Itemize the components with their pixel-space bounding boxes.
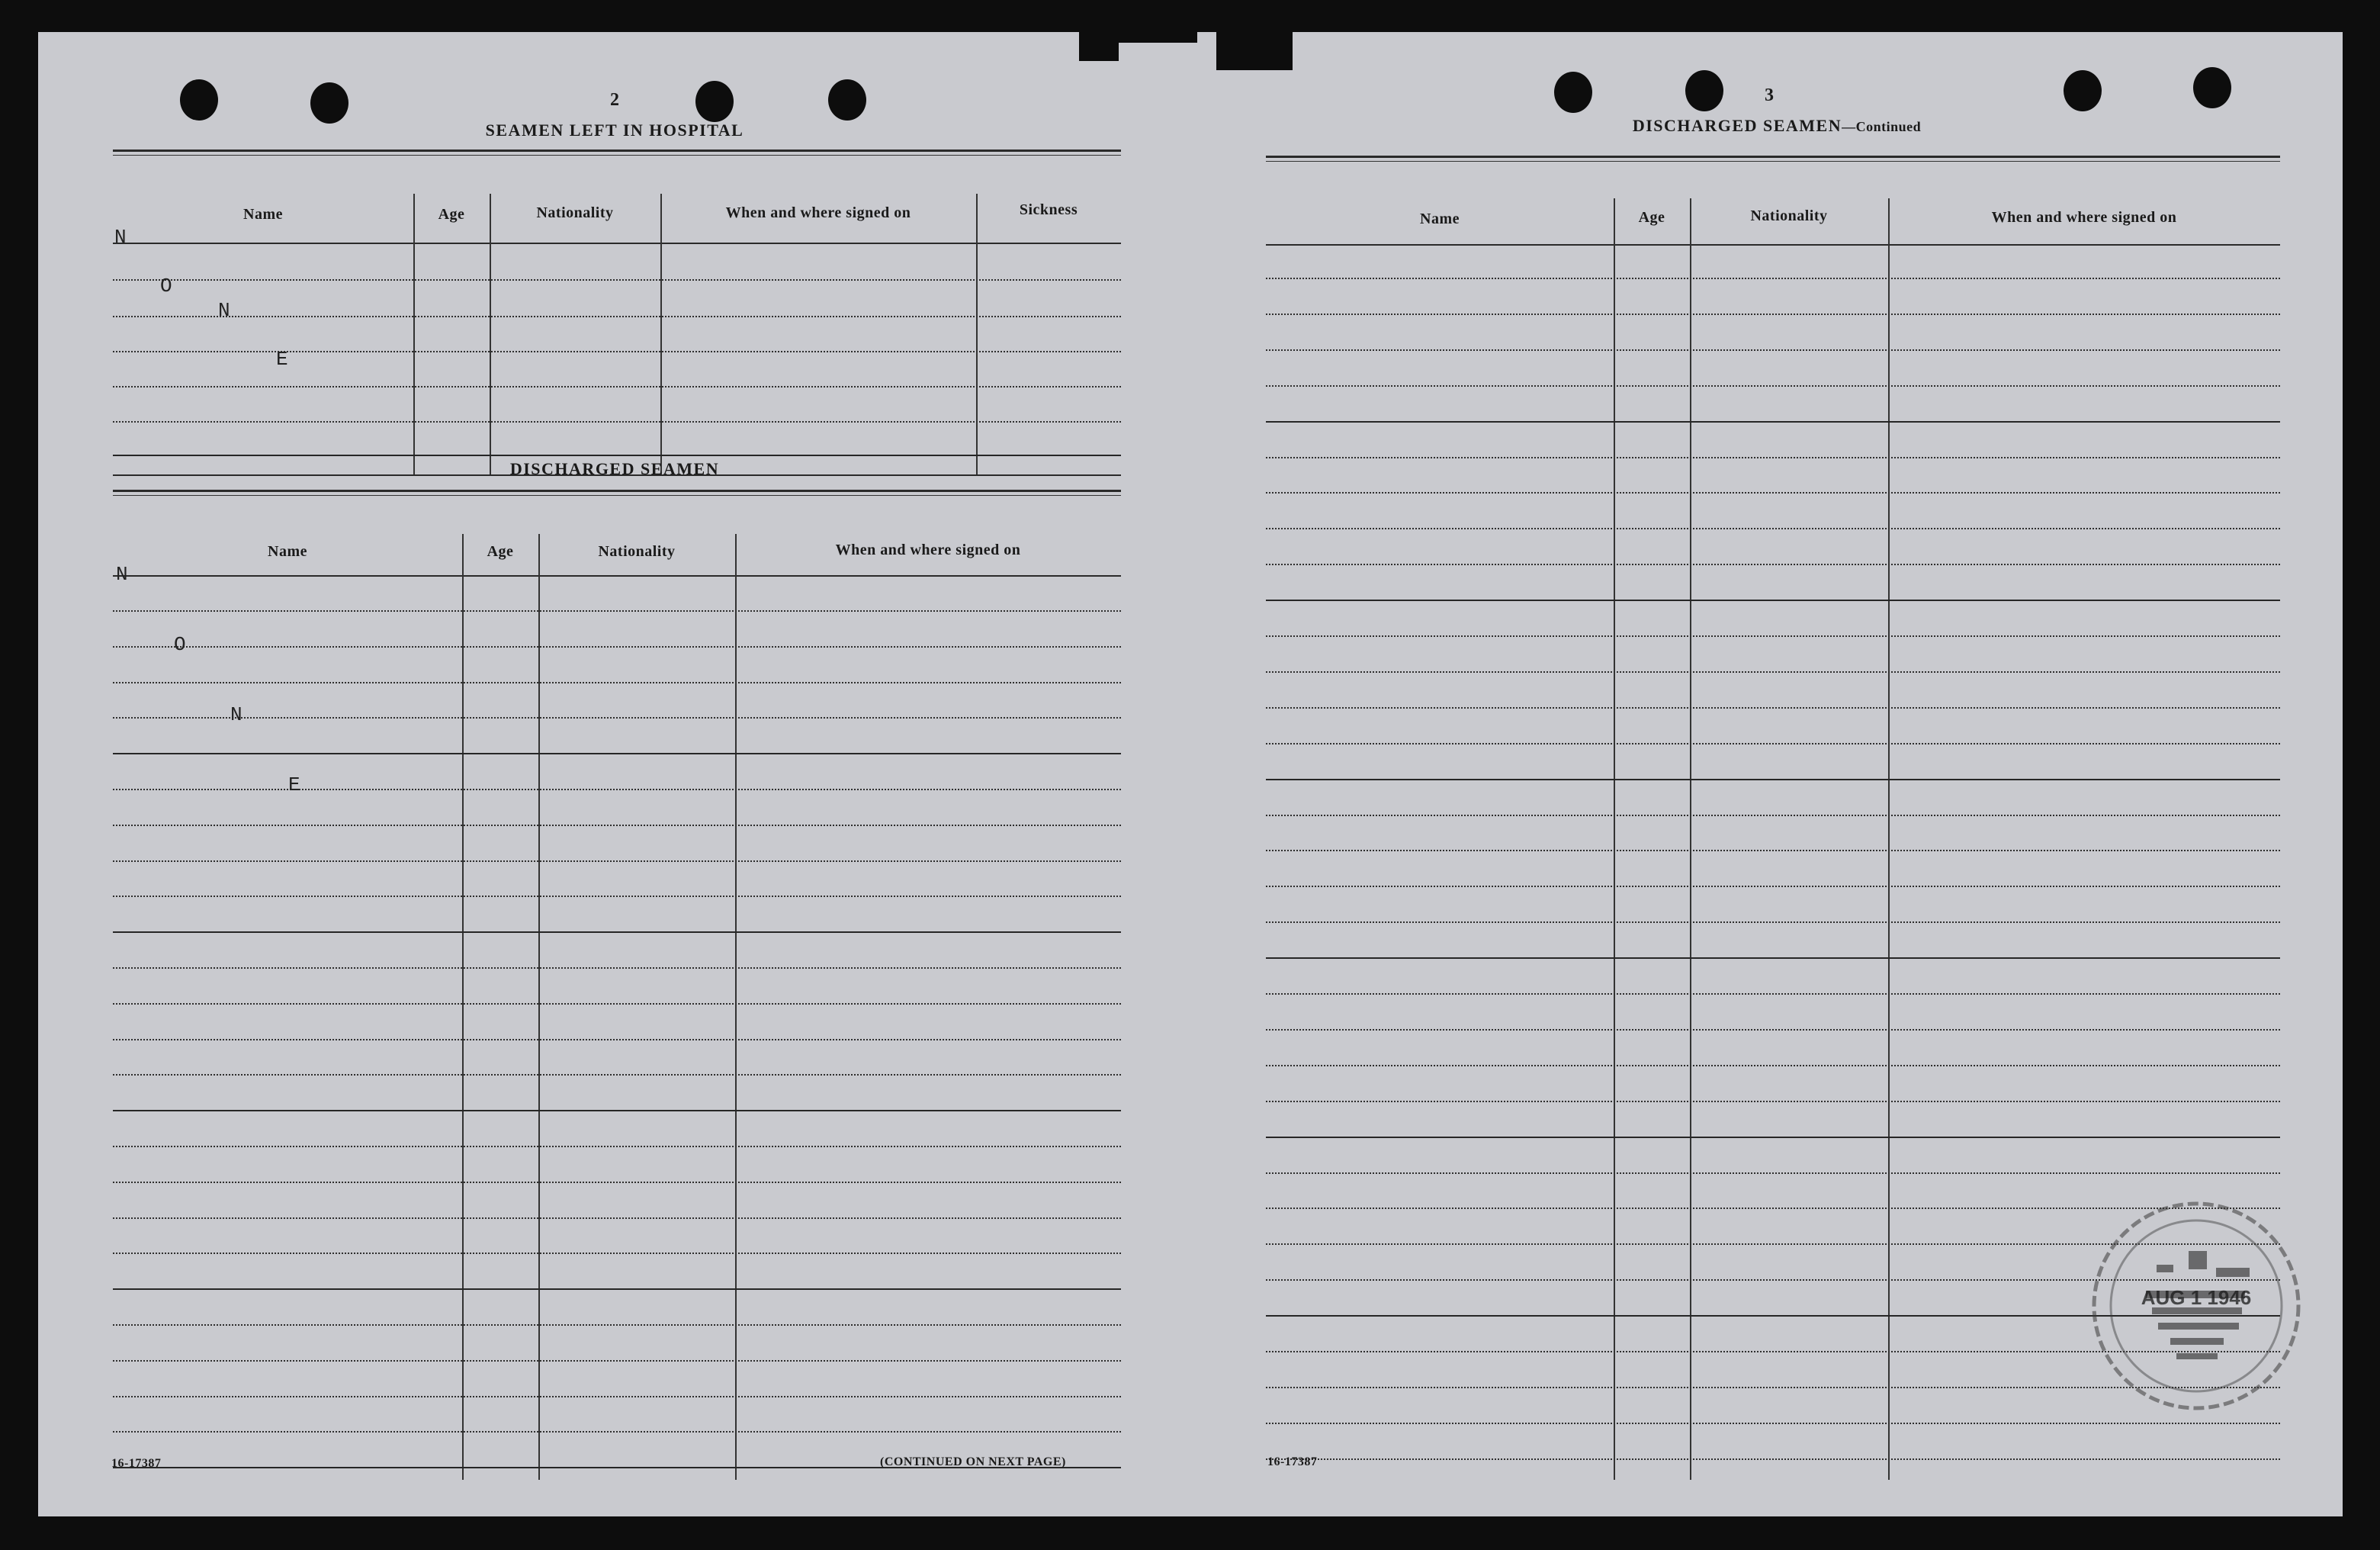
column-divider <box>1690 198 1691 1480</box>
continued-note: (CONTINUED ON NEXT PAGE) <box>880 1455 1066 1468</box>
table-row <box>113 1039 1121 1040</box>
typed-letter: N <box>116 563 128 586</box>
table-row <box>113 1288 1121 1290</box>
column-divider <box>735 534 737 1480</box>
punch-hole <box>310 82 348 124</box>
table-row <box>113 825 1121 826</box>
typed-letter: O <box>160 275 172 297</box>
column-header-name: Name <box>1420 211 1460 227</box>
column-divider <box>1888 198 1890 1480</box>
table-row <box>1266 886 2280 887</box>
table-row <box>113 1146 1121 1147</box>
punch-hole <box>695 81 734 122</box>
table-row <box>113 1253 1121 1254</box>
table-row <box>113 421 1121 423</box>
table-row <box>113 717 1121 719</box>
column-header-name: Name <box>243 206 283 223</box>
column-header-sickness: Sickness <box>1019 201 1078 218</box>
table-row <box>113 1217 1121 1219</box>
column-header-when-where: When and where signed on <box>835 542 1021 558</box>
typed-letter: N <box>114 226 127 249</box>
table-row <box>1266 1423 2280 1424</box>
table-row <box>1266 743 2280 744</box>
discharged-table-left <box>113 490 1121 1481</box>
header-bottom-rule <box>113 575 1121 577</box>
punch-hole <box>828 79 866 121</box>
table-row <box>1266 564 2280 565</box>
table-row <box>113 646 1121 648</box>
right-section-title-suffix: —Continued <box>1842 119 1922 134</box>
column-header-age: Age <box>438 206 465 223</box>
table-row <box>113 682 1121 683</box>
table-row <box>113 753 1121 754</box>
table-row <box>1266 600 2280 601</box>
header-bottom-rule <box>113 243 1121 244</box>
binding-notch-tab <box>1079 32 1119 61</box>
typed-letter: O <box>174 633 186 656</box>
column-divider <box>538 534 540 1480</box>
right-section-title <box>1548 116 2006 136</box>
discharged-section-title: DISCHARGED SEAMEN <box>509 459 720 478</box>
table-row <box>1266 1029 2280 1031</box>
table-row <box>1266 921 2280 923</box>
column-header-age: Age <box>487 543 514 560</box>
left-page-number: 2 <box>610 90 619 110</box>
column-header-age: Age <box>1638 209 1665 226</box>
table-row <box>113 455 1121 456</box>
column-divider <box>976 194 978 476</box>
hospital-table <box>113 150 1121 476</box>
table-row <box>1266 421 2280 423</box>
table-row <box>113 1182 1121 1183</box>
table-row <box>113 351 1121 352</box>
table-row <box>1266 314 2280 315</box>
table-row <box>1266 815 2280 816</box>
table-row <box>113 316 1121 317</box>
table-row <box>113 386 1121 388</box>
column-header-nationality: Nationality <box>598 543 676 560</box>
stamp-date: AUG 1 1946 <box>2141 1286 2252 1309</box>
table-row <box>113 789 1121 790</box>
column-header-nationality: Nationality <box>1750 207 1828 224</box>
table-row <box>113 610 1121 612</box>
column-header-when-where: When and where signed on <box>1991 209 2177 226</box>
right-page-number: 3 <box>1765 85 1774 105</box>
table-row <box>1266 1065 2280 1066</box>
document-sheet <box>38 32 2343 1516</box>
table-top-rule <box>113 150 1121 152</box>
hospital-section-title: SEAMEN LEFT IN HOSPITAL <box>485 121 744 140</box>
table-row <box>1266 957 2280 959</box>
table-row <box>113 1110 1121 1111</box>
table-row <box>1266 349 2280 351</box>
table-row <box>113 1074 1121 1076</box>
table-top-rule <box>1266 156 2280 158</box>
punch-hole <box>180 79 218 121</box>
binding-notch-tab <box>1216 32 1293 70</box>
table-top-rule <box>113 495 1121 496</box>
column-header-nationality: Nationality <box>536 204 614 221</box>
column-header-name: Name <box>268 543 307 560</box>
table-row <box>113 279 1121 281</box>
typed-letter: E <box>288 773 300 796</box>
table-row <box>1266 385 2280 387</box>
table-row <box>1266 1137 2280 1138</box>
table-row <box>1266 850 2280 851</box>
table-row <box>113 1324 1121 1326</box>
table-row <box>113 860 1121 862</box>
table-row <box>113 1003 1121 1005</box>
typed-letter: N <box>218 299 230 322</box>
punch-hole <box>1554 72 1592 113</box>
table-row <box>1266 993 2280 995</box>
table-row <box>1266 278 2280 279</box>
table-row <box>1266 1101 2280 1102</box>
table-row <box>113 1360 1121 1362</box>
punch-hole <box>2193 67 2231 108</box>
column-header-when-where: When and where signed on <box>725 204 911 221</box>
form-number: 16-17387 <box>111 1457 162 1470</box>
table-top-rule <box>113 155 1121 156</box>
table-row <box>1266 492 2280 494</box>
table-row <box>113 967 1121 969</box>
table-row <box>113 931 1121 933</box>
table-row <box>1266 635 2280 637</box>
table-row <box>1266 671 2280 673</box>
typed-letter: N <box>230 703 242 726</box>
header-bottom-rule <box>1266 244 2280 246</box>
typed-letter: E <box>276 348 288 371</box>
column-divider <box>413 194 415 476</box>
table-row <box>113 1396 1121 1397</box>
ink-stamp <box>2082 1191 2311 1420</box>
table-top-rule <box>1266 161 2280 162</box>
column-divider <box>660 194 662 476</box>
punch-hole <box>1685 70 1723 111</box>
table-row <box>113 1431 1121 1433</box>
table-row <box>1266 1458 2280 1460</box>
table-row <box>1266 528 2280 529</box>
right-section-title-text: DISCHARGED SEAMEN <box>1632 116 1842 135</box>
column-divider <box>1614 198 1615 1480</box>
table-top-rule <box>113 490 1121 492</box>
column-divider <box>490 194 491 476</box>
table-row <box>1266 707 2280 709</box>
table-row <box>1266 779 2280 780</box>
form-number: 16-17387 <box>1267 1455 1318 1468</box>
punch-hole <box>2064 70 2102 111</box>
column-divider <box>462 534 464 1480</box>
table-row <box>113 896 1121 897</box>
table-row <box>1266 1172 2280 1174</box>
table-row <box>1266 457 2280 458</box>
